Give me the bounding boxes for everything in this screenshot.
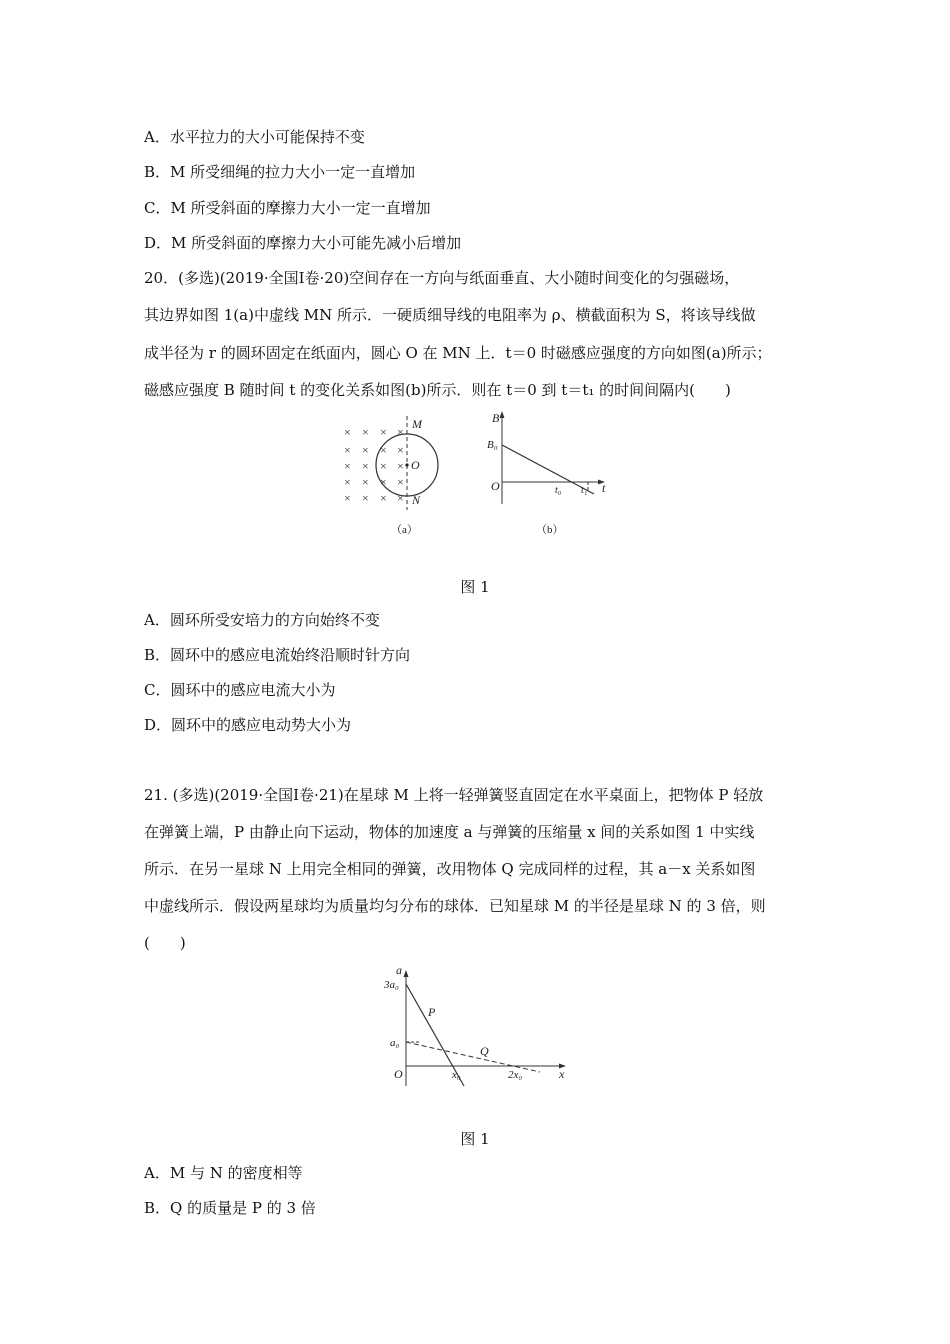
label-t: t [602,481,606,495]
label-m: M [412,417,422,431]
q20-stem-line-4: 磁感应强度 B 随时间 t 的变化关系如图(b)所示．则在 t＝0 到 t＝t₁ 的时间间隔内( ) [144,381,731,399]
cross-mark: × [362,491,369,505]
q21-option-b: B．Q 的质量是 P 的 3 倍 [144,1199,316,1217]
q21-stem-line-5: ( ) [144,934,186,952]
cross-mark: × [380,443,387,457]
cross-mark: × [362,443,369,457]
cross-mark: × [344,425,351,439]
cross-mark: × [397,459,404,473]
q20-figure-b [484,408,614,538]
label-a0: a₀ [390,1037,400,1049]
label-o: O [411,458,420,472]
label-o: O [394,1067,403,1081]
label-q: Q [480,1044,489,1058]
cross-mark: × [397,443,404,457]
label-b0: B₀ [487,439,498,451]
label-a: a [396,963,402,977]
cross-mark: × [380,459,387,473]
q20-stem-line-1: 20．(多选)(2019·全国Ⅰ卷·20)空间存在一方向与纸面垂直、大小随时间变化的匀强磁场， [144,269,740,287]
cross-mark: × [380,425,387,439]
cross-mark: × [362,475,369,489]
q20-option-a: A．圆环所受安培力的方向始终不变 [144,611,380,629]
label-b: B [492,411,500,425]
q19-option-a: A．水平拉力的大小可能保持不变 [144,128,365,146]
label-n: N [412,493,421,507]
q20-stem-line-2: 其边界如图 1(a)中虚线 MN 所示．一硬质细导线的电阻率为 ρ、横截面积为 S，将该导线做 [144,306,756,324]
label-t1: t₁ [581,485,588,496]
label-2x0: 2x₀ [508,1069,523,1081]
cross-mark: × [380,475,387,489]
q19-option-d: D．M 所受斜面的摩擦力大小可能先减小后增加 [144,234,462,252]
center-point [405,463,408,466]
b-axis-arrow [500,411,505,418]
cross-mark: × [344,475,351,489]
cross-mark: × [397,425,404,439]
q21-stem-line-1: 21. (多选)(2019·全国Ⅰ卷·21)在星球 M 上将一轻弹簧竖直固定在水平桌面上，把物体 P 轻放 [144,786,764,804]
q19-option-b: B．M 所受细绳的拉力大小一定一直增加 [144,163,416,181]
q21-option-a: A．M 与 N 的密度相等 [144,1164,303,1182]
q21-stem-line-4: 中虚线所示．假设两星球均为质量均匀分布的球体．已知星球 M 的半径是星球 N 的 3 倍，则 [144,897,766,915]
q21-stem-line-2: 在弹簧上端，P 由静止向下运动，物体的加速度 a 与弹簧的压缩量 x 间的关系如图 1 中实线 [144,823,755,841]
cross-mark: × [397,475,404,489]
q21-figure [380,962,580,1092]
cross-mark: × [344,491,351,505]
label-p: P [428,1005,436,1019]
q20-option-c: C．圆环中的感应电流大小为 [144,681,336,699]
q20-option-d: D．圆环中的感应电动势大小为 [144,716,352,734]
caption-b: （b） [536,524,564,536]
label-3a0: 3a₀ [384,979,399,991]
q20-stem-line-3: 成半径为 r 的圆环固定在纸面内，圆心 O 在 MN 上．t＝0 时磁感应强度的方向如图(a)所示； [144,344,772,362]
caption-a: （a） [391,524,418,536]
cross-mark: × [397,491,404,505]
label-t0: t₀ [555,485,562,496]
q21-stem-line-3: 所示．在另一星球 N 上用完全相同的弹簧，改用物体 Q 完成同样的过程，其 a－x 关系如图 [144,860,756,878]
cross-mark: × [362,425,369,439]
cross-mark: × [344,443,351,457]
label-o: O [491,479,500,493]
q21-figure-caption: 图 1 [460,1130,490,1148]
q19-option-c: C．M 所受斜面的摩擦力大小一定一直增加 [144,199,431,217]
cross-mark: × [380,491,387,505]
q-line-dashed [406,1042,540,1072]
cross-mark: × [362,459,369,473]
q20-option-b: B．圆环中的感应电流始终沿顺时针方向 [144,646,411,664]
q20-figure-caption: 图 1 [460,578,490,596]
q20-figure-a [335,412,455,542]
label-x: x [559,1067,565,1081]
a-axis-arrow [404,970,409,977]
cross-mark: × [344,459,351,473]
label-x0: x₀ [452,1069,461,1081]
